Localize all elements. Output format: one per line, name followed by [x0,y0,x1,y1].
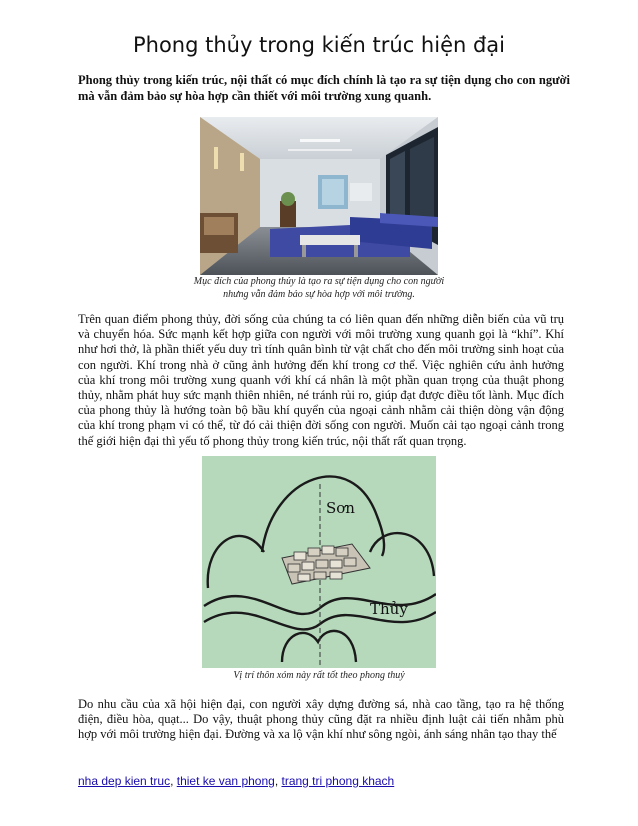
figure1-caption-line1: Mục đích của phong thủy là tạo ra sự tiện dụng cho con người [193,276,445,287]
footer-links [78,774,394,788]
body-paragraph-2: Do nhu cầu của xã hội hiện đại, con người xây dựng đường sá, nhà cao tầng, tạo ra hệ thống điện, điều hòa, quạt... Do vậy, thuật phong thủy cũng đặt ra nhiều định luật cải tiến nhằm phù hợp với môi trường hiện đại. Đường và xa lộ vận khí như sông ngòi, ánh sáng nhân tạo thay thế [78,697,564,742]
label-thuy: Thủy [370,600,408,618]
link-nha-dep-kien-truc[interactable]: nha dep kien truc [78,774,171,788]
living-room-photo [200,117,438,275]
figure2-caption: Vị trí thôn xóm này rất tốt theo phong thuỷ [233,670,405,681]
link-separator: , [274,774,282,788]
body-paragraph-1: Trên quan điểm phong thủy, đời sống của chúng ta có liên quan đến những diễn biến của vũ trụ và chuyển hóa. Sức mạnh kết hợp giữa con người với môi trường xung quanh gọi là “khí”. Khí như hơi thở, là phần thiết yếu duy trì tính quân bình từ vật chất cho đến môi trường sinh hoạt của con người. Khí trong nhà ở cũng ảnh hưởng đến khí trong cơ thể. Việc nghiên cứu ảnh hưởng của khí trong môi trường xung quanh với khí cá nhân là một phần quan trọng của thuật phong thủy, nhằm phát huy sức mạnh thiên nhiên, né tránh rủi ro, giúp đạt được điều tốt lành. Mục đích của phong thủy là hướng toàn bộ bầu khí quyển của ngoại cảnh nhằm cải thiện dòng vận động của khí trong phạm vi có thể, từ đó cải thiện đời sống con người. Muốn cải tạo ngoại cảnh trong thế giới hiện đại thì yếu tố phong thủy trong kiến trúc, nội thất rất quan trọng. [78,312,564,448]
link-trang-tri-phong-khach[interactable]: trang tri phong khach [281,774,395,788]
mountain-river-illustration [202,456,436,668]
link-separator: , [170,774,177,788]
figure1-caption-line2: nhưng vẫn đảm bảo sự hòa hợp với môi trường. [223,289,415,300]
page-title: Phong thủy trong kiến trúc hiện đại [132,33,506,57]
feng-shui-diagram [202,456,436,668]
link-thiet-ke-van-phong[interactable]: thiet ke van phong [176,774,275,788]
intro-text: Phong thủy trong kiến trúc, nội thất có mục đích chính là tạo ra sự tiện dụng cho con người mà vẫn đảm bảo sự hòa hợp cần thiết với môi trường xung quanh. [78,73,570,103]
figure1-caption [169,275,469,301]
living-room-illustration [200,117,438,275]
label-son: Sơn [326,499,355,517]
